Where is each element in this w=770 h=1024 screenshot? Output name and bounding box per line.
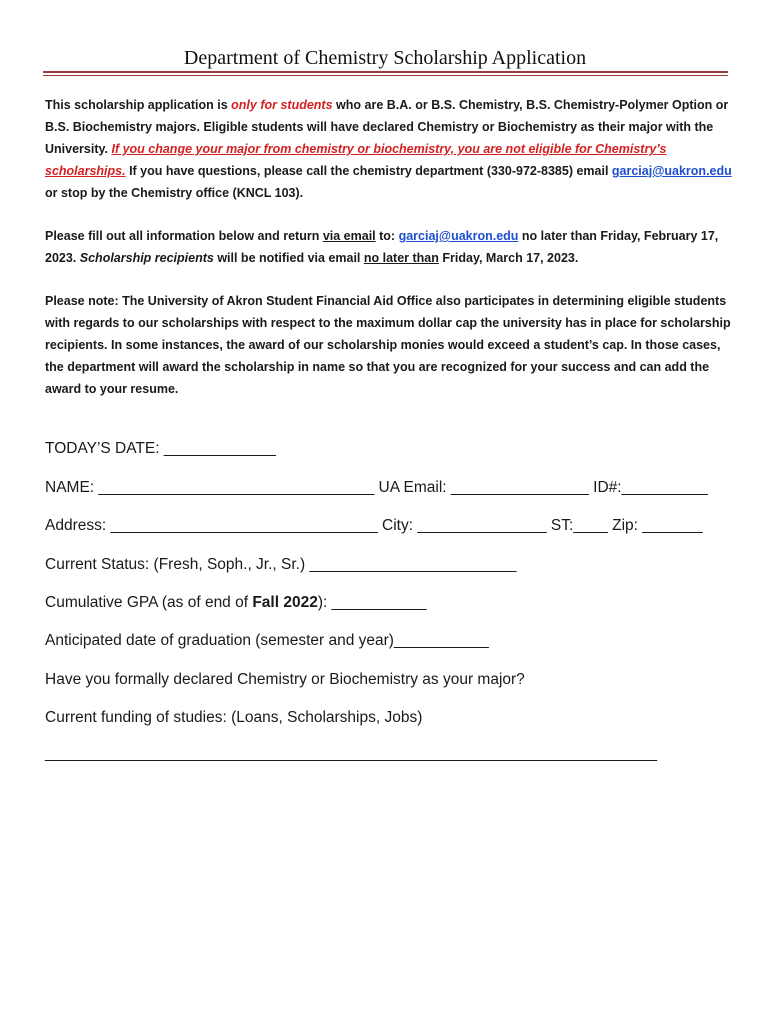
declared-major-question: Have you formally declared Chemistry or Biochemistry as your major?: [45, 671, 525, 688]
eligibility-paragraph: [45, 94, 735, 204]
note-paragraph: Please note: The University of Akron Student Financial Aid Office also participates in determining eligible students with regards to our scholarships with respect to the maximum dollar cap the university has in place for scholarship recipients. In some instances, the award of our scholarship monies would exceed a student’s cap. In those cases, the department will award the scholarship in name so that you are recognized for your success and can add the award to your resume.: [45, 294, 731, 396]
p2-no-later-than: no later than: [363, 251, 439, 265]
p2-text-f: will be notified via email: [213, 251, 364, 265]
current-status-field[interactable]: Current Status: (Fresh, Soph., Jr., Sr.) ________________________: [45, 556, 517, 573]
p2-text-d: no later than Friday, February 17, 2023.: [45, 229, 719, 265]
p2-text-a: Please fill out all information below and return: [45, 229, 323, 243]
gpa-term: Fall 2022: [252, 594, 318, 611]
name-email-id-field[interactable]: NAME: ________________________________ UA Email: ________________ ID#:__________: [45, 479, 708, 496]
title-rule-thin: [43, 75, 728, 76]
contact-email-link[interactable]: garciaj@uakron.edu: [611, 164, 732, 178]
page-title: Department of Chemistry Scholarship Application: [183, 47, 587, 69]
submission-paragraph: [45, 225, 735, 269]
p1-text-c: who are B.A. or B.S. Chemistry, B.S. Chemistry-Polymer Option or B.S. Biochemistry majors. Eligible students will have declared Chemistry or Biochemistry as their major with the University.: [45, 98, 729, 156]
p1-text-e: If you have questions, please call the chemistry department (330-972-8385) email: [125, 164, 612, 178]
submission-email-link[interactable]: garciaj@uakron.edu: [398, 229, 519, 243]
funding-label: Current funding of studies: (Loans, Scholarships, Jobs): [45, 709, 423, 726]
gpa-blank[interactable]: ): ___________: [317, 594, 427, 611]
p1-text-a: This scholarship application is: [45, 98, 232, 112]
todays-date-field[interactable]: TODAY’S DATE: _____________: [45, 440, 276, 457]
p2-recipients: Scholarship recipients: [79, 251, 214, 265]
p1-warning: If you change your major from chemistry or biochemistry, you are not eligible for Chemistry’s scholarships.: [45, 142, 667, 178]
gpa-label-a: Cumulative GPA (as of end of: [45, 594, 253, 611]
p2-text-c: to:: [375, 229, 399, 243]
title-rule: [43, 71, 728, 73]
p2-text-h: Friday, March 17, 2023.: [438, 251, 579, 265]
p2-via-email: via email: [322, 229, 376, 243]
graduation-date-field[interactable]: Anticipated date of graduation (semester and year)___________: [45, 632, 489, 649]
p1-only-students: only for students: [231, 98, 333, 112]
p1-text-f: or stop by the Chemistry office (KNCL 103).: [45, 186, 304, 200]
address-field[interactable]: Address: _______________________________ City: _______________ ST:____ Zip: _______: [45, 517, 703, 534]
funding-answer-line[interactable]: _______________________________________________________________________: [45, 745, 658, 762]
gpa-field[interactable]: [45, 594, 426, 612]
